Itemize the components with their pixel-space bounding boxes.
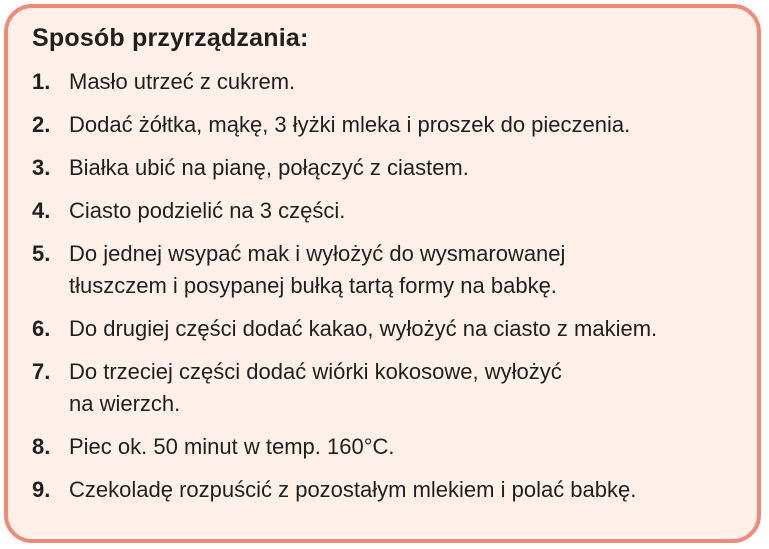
step-text — [69, 195, 752, 227]
step-line: Masło utrzeć z cukrem. — [69, 69, 296, 94]
step-item — [32, 152, 752, 184]
step-text — [69, 431, 752, 463]
steps-list — [32, 66, 752, 517]
step-text — [69, 238, 752, 302]
recipe-card — [4, 4, 761, 543]
recipe-section-title: Sposób przyrządzania: — [32, 24, 309, 52]
step-number: 7. — [32, 359, 51, 384]
step-number: 2. — [32, 112, 51, 137]
step-number: 4. — [32, 198, 51, 223]
step-item — [32, 238, 752, 302]
step-line: Białka ubić na pianę, połączyć z ciastem. — [69, 155, 469, 180]
step-item — [32, 474, 752, 506]
step-line: Dodać żółtka, mąkę, 3 łyżki mleka i proszek do pieczenia. — [69, 112, 631, 137]
step-item — [32, 431, 752, 463]
step-text — [69, 356, 752, 420]
step-line: Ciasto podzielić na 3 części. — [69, 198, 346, 223]
step-number: 6. — [32, 316, 51, 341]
step-text — [69, 109, 752, 141]
step-item — [32, 195, 752, 227]
step-item — [32, 66, 752, 98]
step-number: 5. — [32, 241, 51, 266]
step-line: tłuszczem i posypanej bułką tartą formy na babkę. — [69, 273, 557, 298]
step-item — [32, 356, 752, 420]
step-line: Do jednej wsypać mak i wyłożyć do wysmarowanej — [69, 241, 566, 266]
step-text — [69, 66, 752, 98]
step-line: na wierzch. — [69, 391, 181, 416]
step-number: 1. — [32, 69, 51, 94]
step-line: Do drugiej części dodać kakao, wyłożyć na ciasto z makiem. — [69, 316, 658, 341]
step-text — [69, 474, 752, 506]
step-item — [32, 313, 752, 345]
step-text — [69, 152, 752, 184]
step-line: Piec ok. 50 minut w temp. 160°C. — [69, 434, 395, 459]
step-number: 8. — [32, 434, 51, 459]
step-item — [32, 109, 752, 141]
step-line: Do trzeciej części dodać wiórki kokosowe, wyłożyć — [69, 359, 562, 384]
step-number: 9. — [32, 477, 51, 502]
step-text — [69, 313, 752, 345]
step-line: Czekoladę rozpuścić z pozostałym mlekiem i polać babkę. — [69, 477, 637, 502]
step-number: 3. — [32, 155, 51, 180]
